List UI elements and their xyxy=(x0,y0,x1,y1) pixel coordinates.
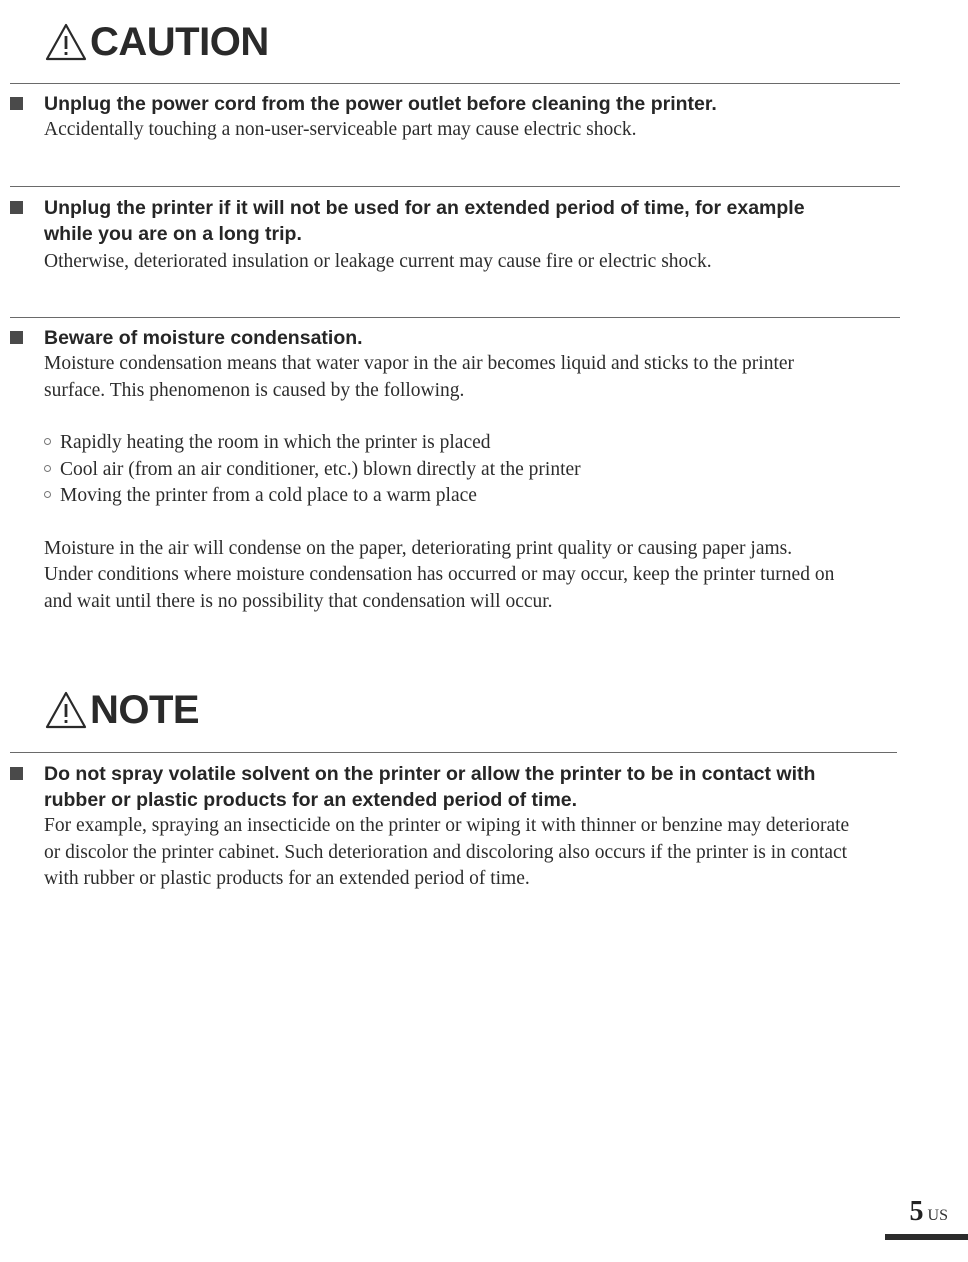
body-text: Moisture in the air will condense on the paper, deteriorating print quality or causing paper jams. xyxy=(44,537,793,559)
caution-item xyxy=(10,325,880,615)
heading-text: Unplug the printer if it will not be used for an extended period of time, for example while you are on a long trip. xyxy=(44,197,805,245)
footer-bar xyxy=(885,1234,968,1240)
note-title: NOTE xyxy=(90,688,200,732)
square-bullet-icon xyxy=(10,331,23,344)
list-item: Moving the printer from a cold place to a warm place xyxy=(44,483,880,510)
heading-text: Beware of moisture condensation. xyxy=(44,327,363,349)
divider xyxy=(10,317,900,318)
warning-triangle-icon xyxy=(44,690,88,730)
body-text: Otherwise, deteriorated insulation or leakage current may cause fire or electric shock. xyxy=(44,251,712,272)
caution-title: CAUTION xyxy=(90,20,269,64)
caution-item xyxy=(10,195,880,276)
page-number: 5 xyxy=(909,1196,924,1227)
divider xyxy=(10,83,900,84)
divider xyxy=(10,752,897,753)
bullet-list xyxy=(10,430,880,510)
note-item-heading xyxy=(10,761,880,813)
bullet-dot-icon xyxy=(44,491,51,498)
body-text: Under conditions where moisture condensation has occurred or may occur, keep the printer turned on and wait until there is no possibility that condensation will occur. xyxy=(44,564,835,612)
square-bullet-icon xyxy=(10,97,23,110)
heading-text: Do not spray volatile solvent on the printer or allow the printer to be in contact with rubber or plastic products for an extended period of time. xyxy=(44,763,816,811)
page-footer xyxy=(910,1196,948,1228)
caution-item-heading xyxy=(10,195,880,247)
caution-item-heading xyxy=(10,91,880,117)
heading-text: Unplug the power cord from the power outlet before cleaning the printer. xyxy=(44,93,717,115)
body-text: Moisture condensation means that water vapor in the air becomes liquid and sticks to the printer surface. This phenomenon is caused by the following. xyxy=(44,353,795,401)
caution-banner xyxy=(44,22,269,62)
page-label: US xyxy=(927,1207,948,1224)
list-item: Cool air (from an air conditioner, etc.) blown directly at the printer xyxy=(44,457,880,484)
square-bullet-icon xyxy=(10,201,23,214)
note-item xyxy=(10,761,880,893)
bullet-dot-icon xyxy=(44,465,51,472)
divider xyxy=(10,186,900,187)
square-bullet-icon xyxy=(10,767,23,780)
body-text: Accidentally touching a non-user-serviceable part may cause electric shock. xyxy=(44,119,637,140)
list-item: Rapidly heating the room in which the printer is placed xyxy=(44,430,880,457)
bullet-dot-icon xyxy=(44,438,51,445)
caution-item-heading xyxy=(10,325,880,351)
note-banner xyxy=(44,690,199,730)
caution-item xyxy=(10,91,880,144)
warning-triangle-icon xyxy=(44,22,88,62)
body-text: For example, spraying an insecticide on the printer or wiping it with thinner or benzine may deteriorate or discolor the printer cabinet. Such deterioration and discoloring also occurs if the printer is in contact with rubber or plastic products for an extended period of time. xyxy=(44,815,850,889)
